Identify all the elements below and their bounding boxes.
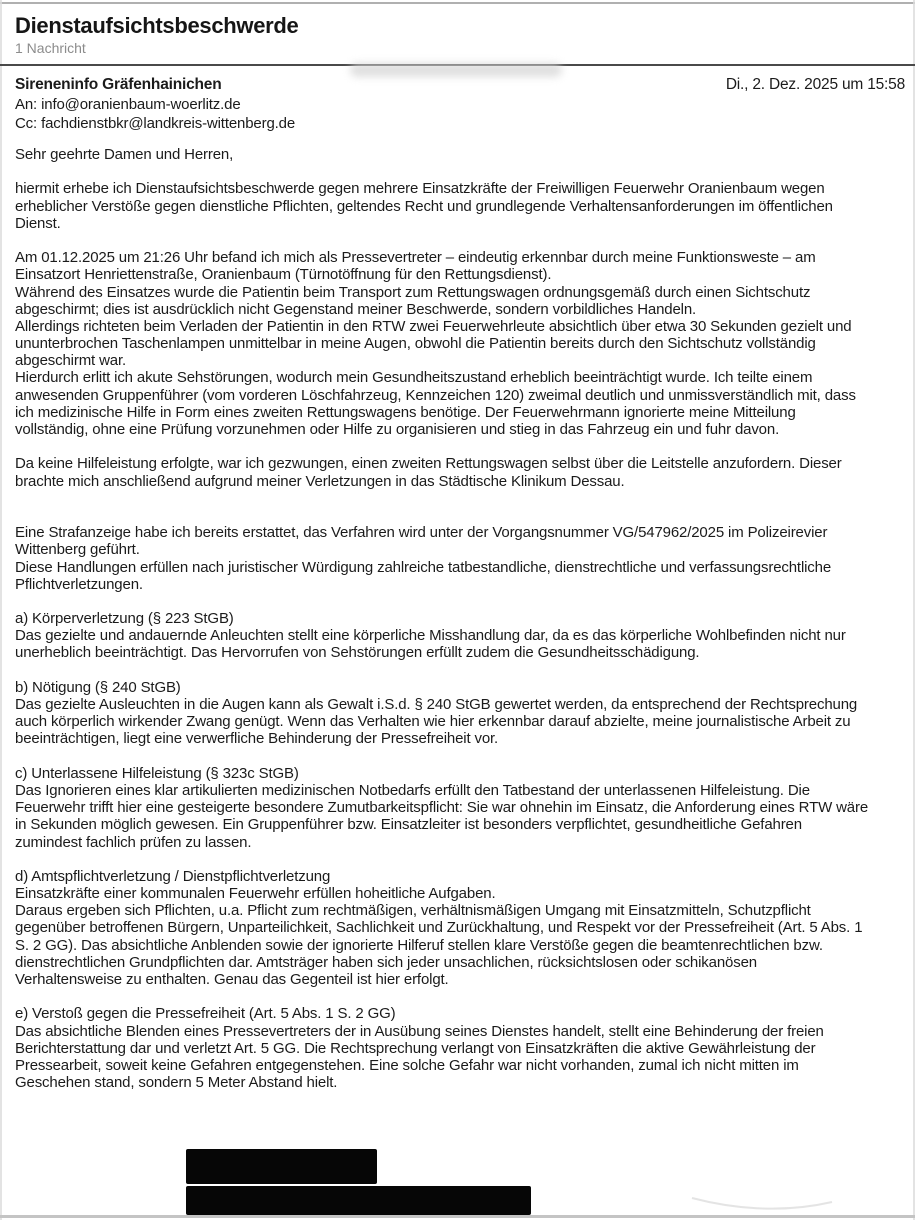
- body-line: abgeschirmt war.: [15, 352, 126, 370]
- body-line: vollständig, ohne eine Prüfung vorzunehmen oder Hilfe zu organisieren und stieg in das Fahrzeug ein und fuhr davon.: [15, 421, 780, 438]
- body-line: Einsatzkräfte einer kommunalen Feuerwehr erfüllen hoheitliche Aufgaben.: [15, 885, 496, 903]
- sender-name: Sireneninfo Gräfenhainichen: [15, 76, 222, 93]
- message-body: [15, 146, 905, 1091]
- body-line: Das gezielte und andauernde Anleuchten stellt eine körperliche Misshandlung dar, da es das körperliche Wohlbefinden nicht nur: [15, 627, 846, 645]
- paragraph: [15, 455, 905, 489]
- body-line: Pressearbeit, soweit keine Gefahren entgegenstehen. Eine solche Gefahr war nicht vorhanden, zumal ich nicht mitten im: [15, 1056, 799, 1074]
- paragraph: [15, 249, 905, 438]
- body-line: Sehr geehrte Damen und Herren,: [15, 146, 234, 163]
- page-title: Dienstaufsichtsbeschwerde: [15, 13, 299, 38]
- message-date: Di., 2. Dez. 2025 um 15:58: [725, 76, 905, 93]
- signature-redaction-bar-1: [186, 1149, 377, 1184]
- body-line: Berichterstattung dar und verletzt Art. 5 GG. Die Rechtsprechung verlangt von Einsatzkräften die aktive Gewährleistung der: [15, 1039, 816, 1057]
- body-line: Wittenberg geführt.: [15, 541, 140, 559]
- body-line: d) Amtspflichtverletzung / Dienstpflichtverletzung: [15, 867, 331, 885]
- signature-redaction-bar-2: [186, 1186, 531, 1215]
- body-line: Während des Einsatzes wurde die Patientin beim Transport zum Rettungswagen ordnungsgemäß durch einen Sichtschutz: [15, 283, 811, 301]
- body-line: Diese Handlungen erfüllen nach juristischer Würdigung zahlreiche tatbestandliche, dienstrechtliche und verfassungsrechtliche: [15, 558, 832, 576]
- paragraph: [15, 679, 905, 748]
- body-line: Allerdings richteten beim Verladen der Patientin in den RTW zwei Feuerwehrleute absichtlich über etwa 30 Sekunden gezielt und: [15, 317, 852, 335]
- body-line: Am 01.12.2025 um 21:26 Uhr befand ich mich als Pressevertreter – eindeutig erkennbar durch meine Funktionsweste – am: [15, 249, 816, 267]
- body-line: brachte mich anschließend aufgrund meiner Verletzungen in das Städtische Klinikum Dessau.: [15, 472, 625, 490]
- paragraph: [15, 146, 905, 163]
- body-line: Dienst.: [15, 214, 61, 232]
- paragraph: [15, 868, 905, 988]
- body-line: Das absichtliche Blenden eines Pressevertreters der in Ausübung seines Dienstes handelt, stellt eine Behinderung der freien: [15, 1022, 824, 1040]
- page-left-edge: [0, 0, 2, 1220]
- paragraph: [15, 765, 905, 851]
- bottom-divider: [0, 1215, 915, 1218]
- body-line: Einsatzort Henriettenstraße, Oranienbaum (Türnotöffnung für den Rettungsdienst).: [15, 266, 552, 284]
- body-line: Das gezielte Ausleuchten in die Augen kann als Gewalt i.S.d. § 240 StGB gewertet werden, da entsprechend der Rechtsprechung: [15, 696, 858, 714]
- message-count: 1 Nachricht: [15, 40, 86, 56]
- body-line: anwesenden Gruppenführer (vom vorderen Löschfahrzeug, Kennzeichen 120) zweimal deutlich und unmissverständlich mit, dass: [15, 386, 856, 404]
- paragraph: [15, 1005, 905, 1091]
- body-line: a) Körperverletzung (§ 223 StGB): [15, 610, 234, 628]
- body-line: ich medizinische Hilfe in Form eines zweiten Rettungswagens benötige. Der Feuerwehrmann ignorierte meine Mitteilung: [15, 403, 796, 421]
- body-line: beeinträchtigen, liegt eine verwerfliche Behinderung der Pressefreiheit vor.: [15, 730, 499, 748]
- body-line: erheblicher Verstöße gegen dienstliche Pflichten, geltendes Recht und grundlegende Verhaltensanforderungen im öffentlichen: [15, 197, 833, 215]
- body-line: Eine Strafanzeige habe ich bereits erstattet, das Verfahren wird unter der Vorgangsnummer VG/547962/2025 im Polizeirevier: [15, 524, 828, 542]
- body-line: Hierdurch erlitt ich akute Sehstörungen, wodurch mein Gesundheitszustand erheblich beeinträchtigt wurde. Ich teilte einem: [15, 369, 813, 387]
- body-line: S. 2 GG). Das absichtliche Anblenden sowie der ignorierte Hilferuf stellen klare Verstöße gegen die beamtenrechtlichen bzw.: [15, 936, 823, 954]
- faint-scan-artifact: [690, 1190, 835, 1216]
- to-recipient-line: An: info@oranienbaum-woerlitz.de: [15, 96, 241, 113]
- body-line: Verhaltensweise zu enthalten. Genau das Gegenteil ist hier erfolgt.: [15, 971, 449, 989]
- body-line: Feuerwehr trifft hier eine gesteigerte besondere Zumutbarkeitspflicht: Sie war ohnehin im Einsatz, die Anforderung eines RTW wäre: [15, 799, 869, 817]
- body-line: Pflichtverletzungen.: [15, 575, 143, 593]
- body-line: auch körperlich wirkender Zwang genügt. Wenn das Verhalten wie hier erkennbar darauf abzielte, meine journalistische Arbeit zu: [15, 713, 851, 731]
- body-line: dienstrechtlichen Grundpflichten dar. Amtsträger haben sich jeder unsachlichen, rücksichtslosen oder schikanösen: [15, 953, 757, 971]
- cc-recipient-line: Cc: fachdienstbkr@landkreis-wittenberg.de: [15, 115, 296, 132]
- body-line: ununterbrochen Taschenlampen unmittelbar in meine Augen, obwohl die Patientin bereits durch den Sichtschutz vollständig: [15, 335, 816, 353]
- paragraph: [15, 180, 905, 232]
- paragraph: [15, 610, 905, 662]
- body-line: abgeschirmt; dies ist ausdrücklich nicht Gegenstand meiner Beschwerde, sondern vorbildliches Handeln.: [15, 300, 697, 318]
- body-line: hiermit erhebe ich Dienstaufsichtsbeschwerde gegen mehrere Einsatzkräfte der Freiwilligen Feuerwehr Oranienbaum wegen: [15, 180, 825, 198]
- body-line: Daraus ergeben sich Pflichten, u.a. Pflicht zum rechtmäßigen, verhältnismäßigen Umgang mit Einsatzmitteln, Schutzpflicht: [15, 902, 811, 920]
- body-line: Geschehen stand, sondern 5 Meter Abstand hielt.: [15, 1074, 338, 1092]
- body-line: unerheblich beeinträchtigt. Das Hervorrufen von Sehstörungen erfüllt zudem die Gesundheitsschädigung.: [15, 644, 700, 662]
- body-line: gegenüber betroffenen Bürgern, Unparteilichkeit, Sachlichkeit und Zurückhaltung, und Respekt vor der Pressefreiheit (Art. 5 Abs. 1: [15, 919, 863, 937]
- body-line: b) Nötigung (§ 240 StGB): [15, 678, 181, 696]
- redacted-sender-email-smudge: [350, 63, 562, 77]
- body-line: e) Verstoß gegen die Pressefreiheit (Art. 5 Abs. 1 S. 2 GG): [15, 1005, 396, 1023]
- body-line: Das Ignorieren eines klar artikulierten medizinischen Notbedarfs erfüllt den Tatbestand der unterlassenen Hilfeleistung. Die: [15, 781, 810, 799]
- body-line: Da keine Hilfeleistung erfolgte, war ich gezwungen, einen zweiten Rettungswagen selbst über die Leitstelle anzufordern. Dieser: [15, 455, 842, 473]
- body-line: in Sekunden möglich gewesen. Ein Gruppenführer bzw. Einsatzleiter ist besonders verpflichtet, gesundheitliche Gefahren: [15, 816, 802, 834]
- top-divider: [0, 2, 915, 4]
- paragraph: [15, 524, 905, 593]
- body-line: c) Unterlassene Hilfeleistung (§ 323c StGB): [15, 764, 299, 782]
- body-line: zumindest fachlich prüfen zu lassen.: [15, 833, 252, 851]
